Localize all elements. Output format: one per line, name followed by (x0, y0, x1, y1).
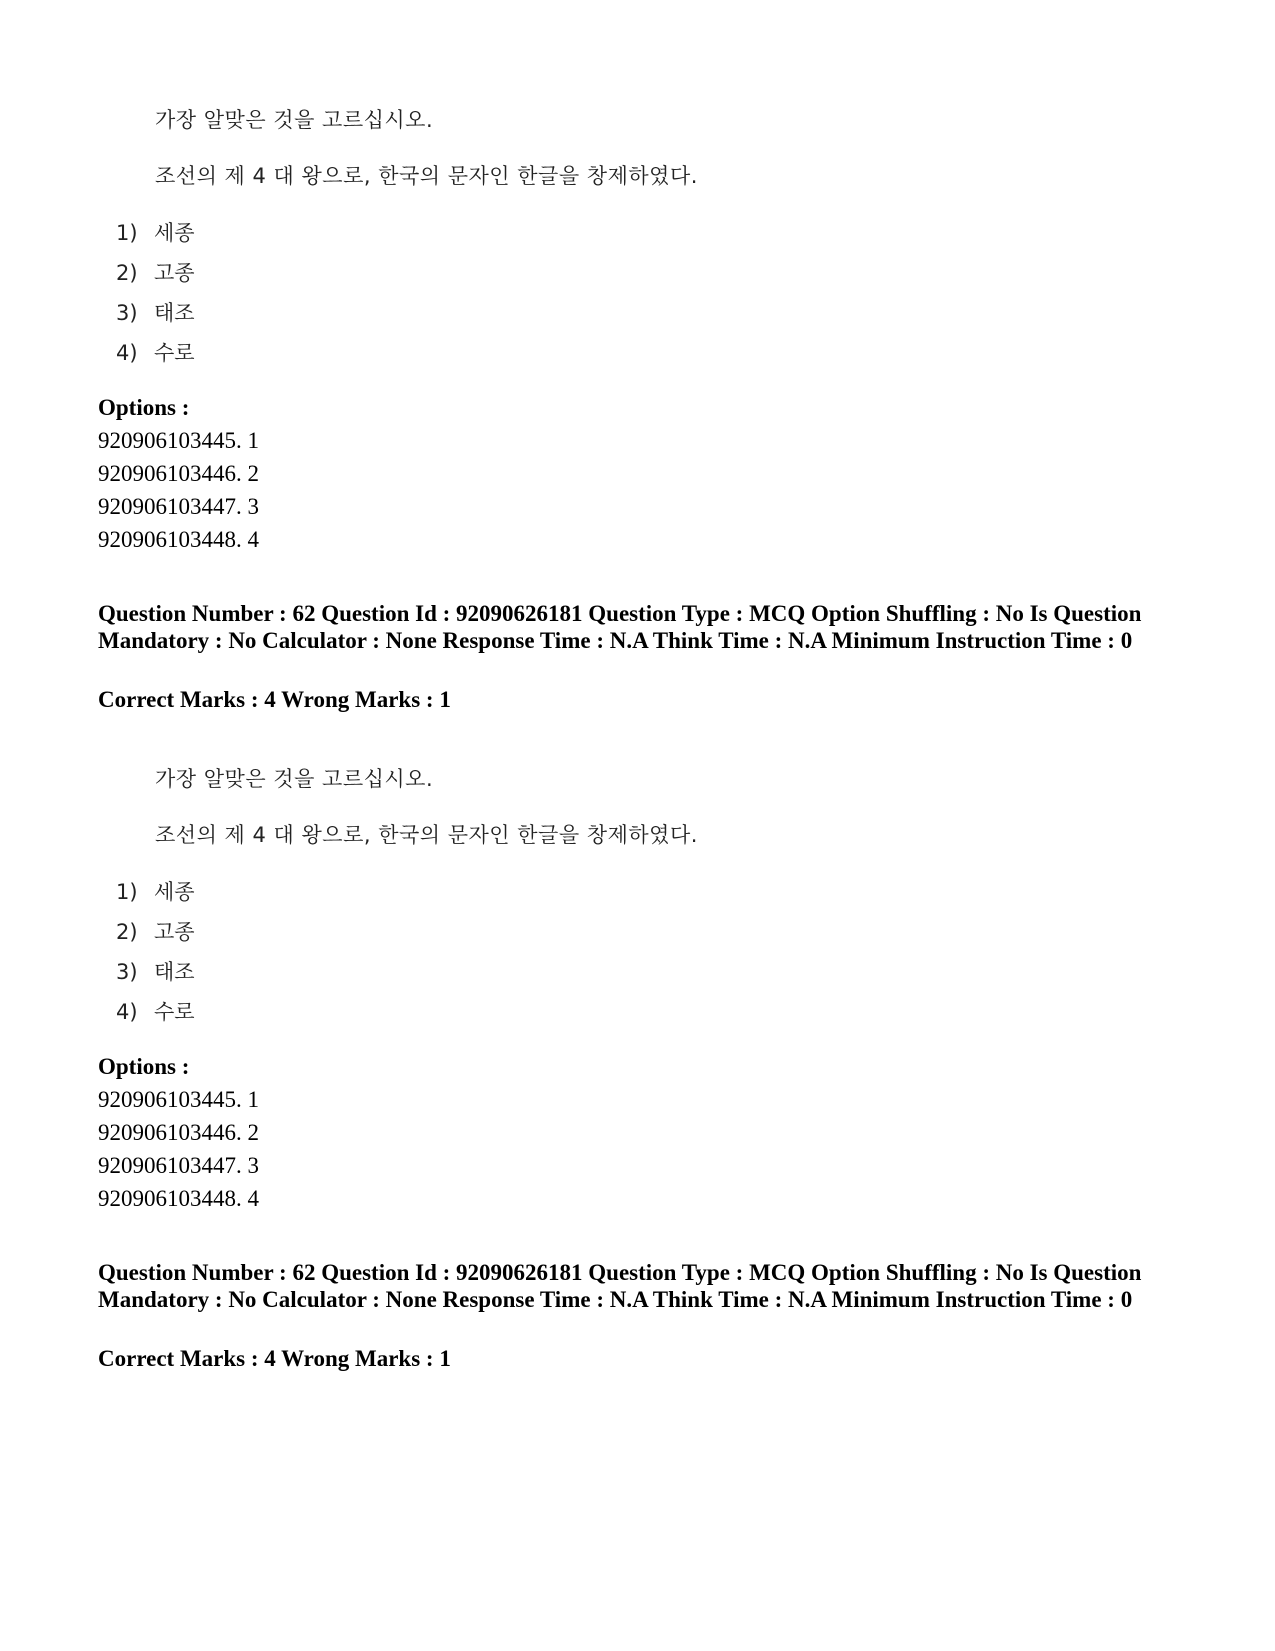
option-item: 920906103445. 1 (98, 428, 259, 453)
choice-item (116, 297, 195, 327)
choice-number: 3) (116, 960, 138, 984)
choice-number: 2) (116, 261, 138, 285)
choice-number: 2) (116, 920, 138, 944)
choice-text: 태조 (154, 301, 195, 325)
option-item: 920906103447. 3 (98, 1153, 259, 1178)
option-item: 920906103445. 1 (98, 1087, 259, 1112)
choice-text: 고종 (154, 920, 195, 944)
choice-item (116, 217, 195, 247)
choice-text: 세종 (154, 880, 195, 904)
marks-line: Correct Marks : 4 Wrong Marks : 1 (98, 1346, 451, 1371)
question-image (110, 759, 810, 1039)
question-meta: Question Number : 62 Question Id : 92090626181 Question Type : MCQ Option Shuffling : No Is Question Mandatory : No Calculator : None Response Time : N.A Think Time : N.A Minimum Instruction Time : 0 (98, 1260, 1142, 1312)
question-instruction: 가장 알맞은 것을 고르십시오. (155, 108, 434, 132)
option-item: 920906103447. 3 (98, 494, 259, 519)
choice-text: 수로 (154, 1000, 195, 1024)
choice-number: 1) (116, 880, 138, 904)
question-meta: Question Number : 62 Question Id : 92090626181 Question Type : MCQ Option Shuffling : No Is Question Mandatory : No Calculator : None Response Time : N.A Think Time : N.A Minimum Instruction Time : 0 (98, 601, 1142, 653)
choice-text: 태조 (154, 960, 195, 984)
option-item: 920906103446. 2 (98, 461, 259, 486)
choice-text: 세종 (154, 221, 195, 245)
choice-number: 1) (116, 221, 138, 245)
choice-text: 고종 (154, 261, 195, 285)
choice-text: 수로 (154, 341, 195, 365)
choice-item (116, 996, 195, 1026)
question-stem: 조선의 제 4 대 왕으로, 한국의 문자인 한글을 창제하였다. (155, 823, 698, 847)
question-image (110, 100, 810, 380)
choice-number: 3) (116, 301, 138, 325)
choice-item (116, 876, 195, 906)
question-stem: 조선의 제 4 대 왕으로, 한국의 문자인 한글을 창제하였다. (155, 164, 698, 188)
choice-item (116, 257, 195, 287)
choice-item (116, 956, 195, 986)
option-item: 920906103446. 2 (98, 1120, 259, 1145)
option-item: 920906103448. 4 (98, 527, 259, 552)
choice-item (116, 916, 195, 946)
options-label: Options : (98, 395, 190, 420)
question-instruction: 가장 알맞은 것을 고르십시오. (155, 767, 434, 791)
choice-item (116, 337, 195, 367)
option-item: 920906103448. 4 (98, 1186, 259, 1211)
marks-line: Correct Marks : 4 Wrong Marks : 1 (98, 687, 451, 712)
options-label: Options : (98, 1054, 190, 1079)
choice-number: 4) (116, 1000, 138, 1024)
choice-number: 4) (116, 341, 138, 365)
